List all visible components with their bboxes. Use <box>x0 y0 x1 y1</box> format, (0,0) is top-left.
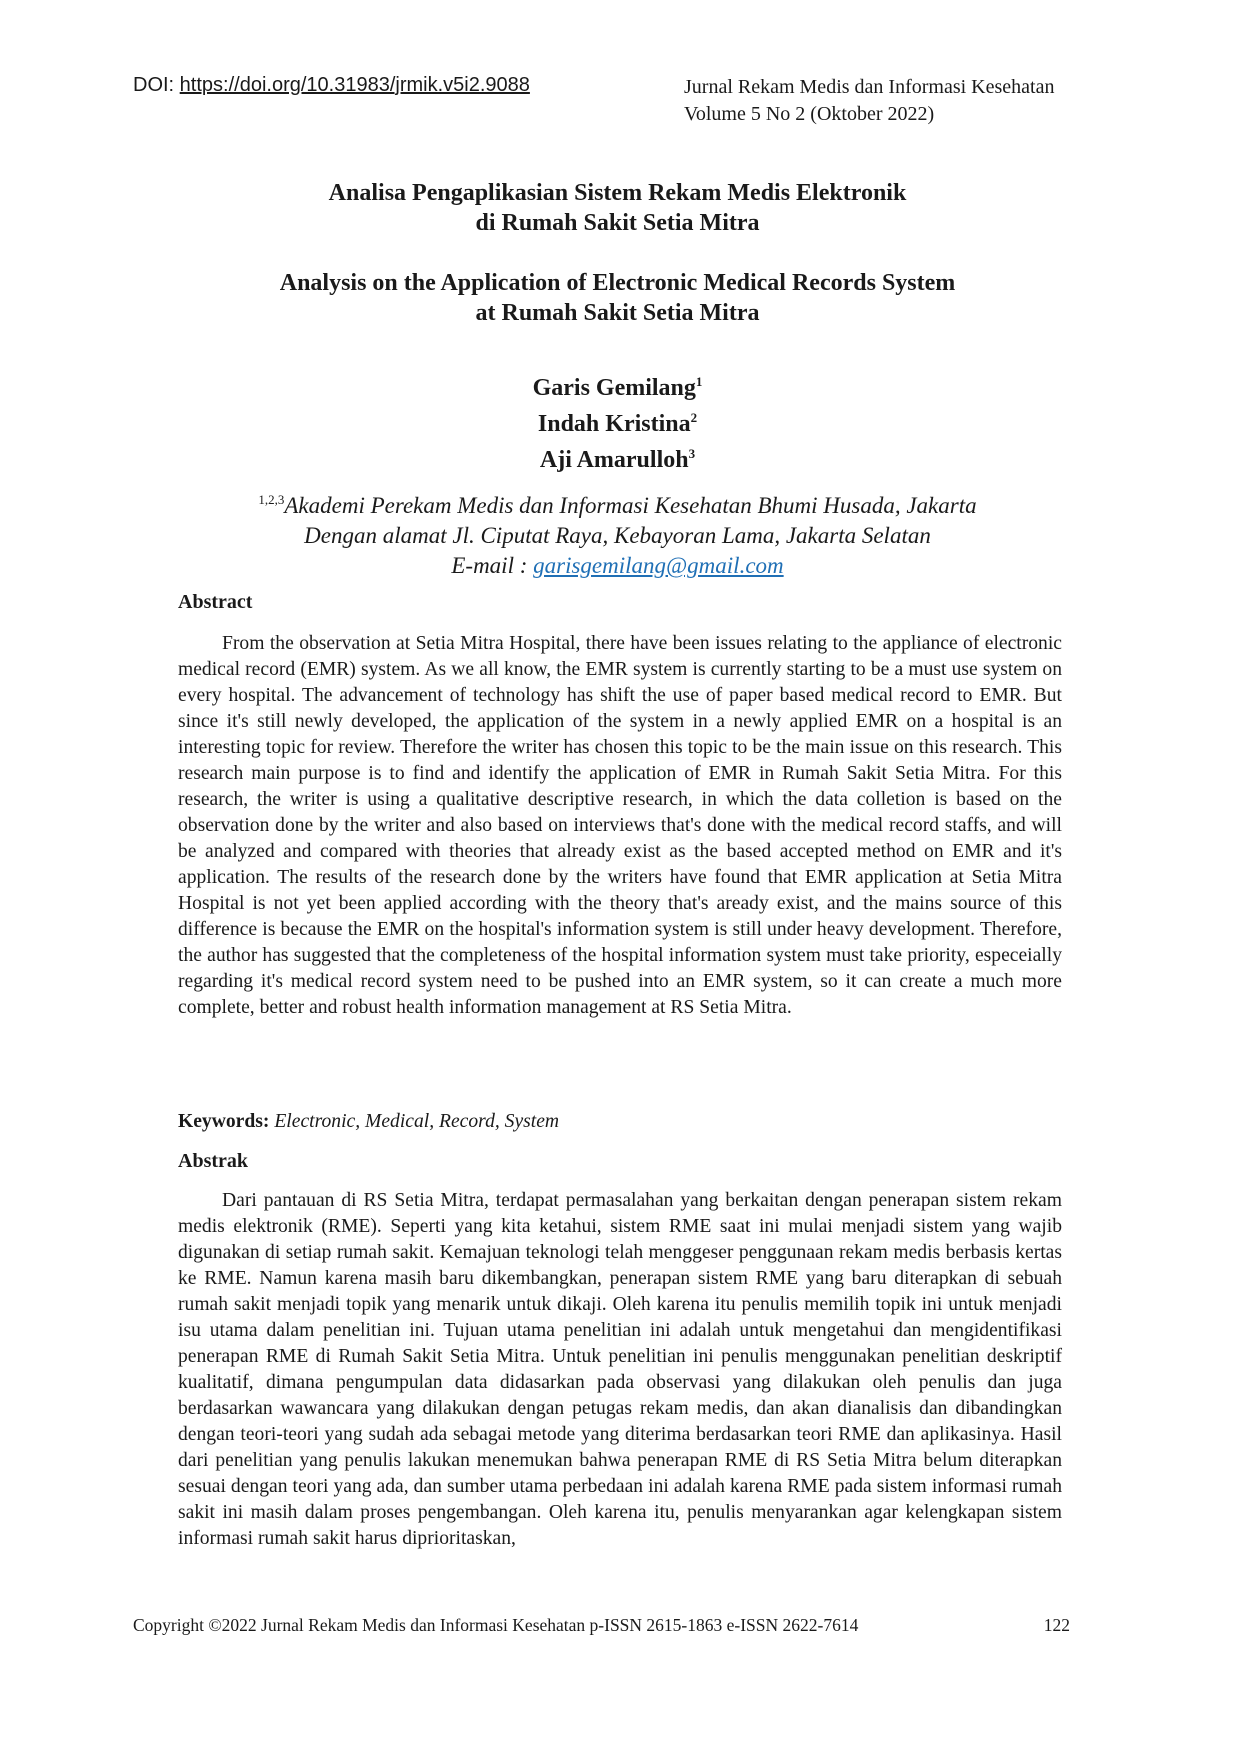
affiliation-line1: $^{1,2,3}$Akademi Perekam Medis dan Informasi Kesehatan Bhumi Husada, Jakarta <box>258 492 977 518</box>
affiliation-line2: Dengan alamat Jl. Ciputat Raya, Kebayoran Lama, Jakarta Selatan <box>304 523 931 548</box>
journal-volume: Volume 5 No 2 (Oktober 2022) <box>684 103 935 125</box>
doi-line <box>133 74 530 97</box>
copyright: Copyright ©2022 Jurnal Rekam Medis dan Informasi Kesehatan p-ISSN 2615-1863 e-ISSN 2622-7614 <box>133 1615 859 1635</box>
doi-prefix: DOI: <box>133 74 180 96</box>
author-list <box>150 367 1085 475</box>
author-1: Garis Gemilang$^1$ <box>532 374 703 401</box>
abstract-text: From the observation at Setia Mitra Hospital, there have been issues relating to the appliance of electronic medical record (EMR) system. As we all know, the EMR system is currently starting to be a must use system on every hospital. The advancement of technology has shift the use of paper based medical record to EMR. But since it's still newly developed, the application of the system in a newly applied EMR on a hospital is an interesting topic for review. Therefore the writer has chosen this topic to be the main issue on this research. This research main purpose is to find and identify the application of EMR in Rumah Sakit Setia Mitra. For this research, the writer is using a qualitative descriptive research, in which the data colletion is based on the observation done by the writer and also based on interviews that's done with the medical record staffs, and will be analyzed and compared with theories that already exist as the based accepted method on EMR and it's application. The results of the research done by the writers have found that EMR application at Setia Mitra Hospital is not yet been applied according with the theory that's aready exist, and the mains source of this difference is because the EMR on the hospital's information system is still under heavy development. Therefore, the author has suggested that the completeness of the hospital information system must take priority, especeially regarding it's medical record system need to be pushed into an EMR system, so it can create a much more complete, better and robust health information management at RS Setia Mitra. <box>178 633 1062 1018</box>
affiliation <box>150 485 1085 581</box>
title-en-line2: at Rumah Sakit Setia Mitra <box>475 300 760 326</box>
email-line: E-mail : garisgemilang@gmail.com <box>451 553 784 578</box>
page-number: 122 <box>1043 1615 1070 1635</box>
abstrak-heading: Abstrak <box>178 1150 249 1172</box>
abstract-heading: Abstract <box>178 591 253 613</box>
author-2: Indah Kristina$^2$ <box>537 410 698 437</box>
title-id-line2: di Rumah Sakit Setia Mitra <box>475 210 760 236</box>
journal-name: Jurnal Rekam Medis dan Informasi Kesehatan <box>684 76 1055 98</box>
email-link[interactable]: garisgemilang@gmail.com <box>533 553 784 578</box>
author-3: Aji Amarulloh$^3$ <box>539 446 696 473</box>
journal-header <box>684 74 1054 128</box>
page-footer <box>133 1615 1070 1636</box>
doi-link[interactable]: https://doi.org/10.31983/jrmik.v5i2.9088 <box>179 74 530 96</box>
abstrak-text: Dari pantauan di RS Setia Mitra, terdapat permasalahan yang berkaitan dengan penerapan sistem rekam medis elektronik (RME). Seperti yang kita ketahui, sistem RME saat ini mulai menjadi sistem yang wajib digunakan di setiap rumah sakit. Kemajuan teknologi telah menggeser penggunaan rekam medis berbasis kertas ke RME. Namun karena masih baru dikembangkan, penerapan sistem RME yang baru diterapkan di sebuah rumah sakit menjadi topik yang menarik untuk dikaji. Oleh karena itu penulis memilih topik ini untuk menjadi isu utama dalam penelitian ini. Tujuan utama penelitian ini adalah untuk mengetahui dan mengidentifikasi penerapan RME di Rumah Sakit Setia Mitra. Untuk penelitian ini penulis menggunakan penelitian deskriptif kualitatif, dimana pengumpulan data didasarkan pada observasi yang dilakukan oleh penulis dan juga berdasarkan wawancara yang dilakukan dengan petugas rekam medis, dan akan dianalisis dan dibandingkan dengan teori-teori yang sudah ada sebagai metode yang diterima berdasarkan teori RME dan aplikasinya. Hasil dari penelitian yang penulis lakukan menemukan bahwa penerapan RME di RS Setia Mitra belum diterapkan sesuai dengan teori yang ada, dan sumber utama perbedaan ini adalah karena RME pada sistem informasi rumah sakit ini masih dalam proses pengembangan. Oleh karena itu, penulis menyarankan agar kelengkapan sistem informasi rumah sakit harus diprioritaskan, <box>178 1190 1062 1549</box>
keywords-label: Keywords: <box>178 1111 270 1132</box>
keywords-value: Electronic, Medical, Record, System <box>274 1111 560 1132</box>
title-id-line1: Analisa Pengaplikasian Sistem Rekam Medis Elektronik <box>328 180 907 206</box>
title-en-line1: Analysis on the Application of Electronic Medical Records System <box>279 270 956 296</box>
title-english <box>150 268 1085 328</box>
title-indonesian <box>150 178 1085 238</box>
keywords-line <box>178 1111 559 1133</box>
